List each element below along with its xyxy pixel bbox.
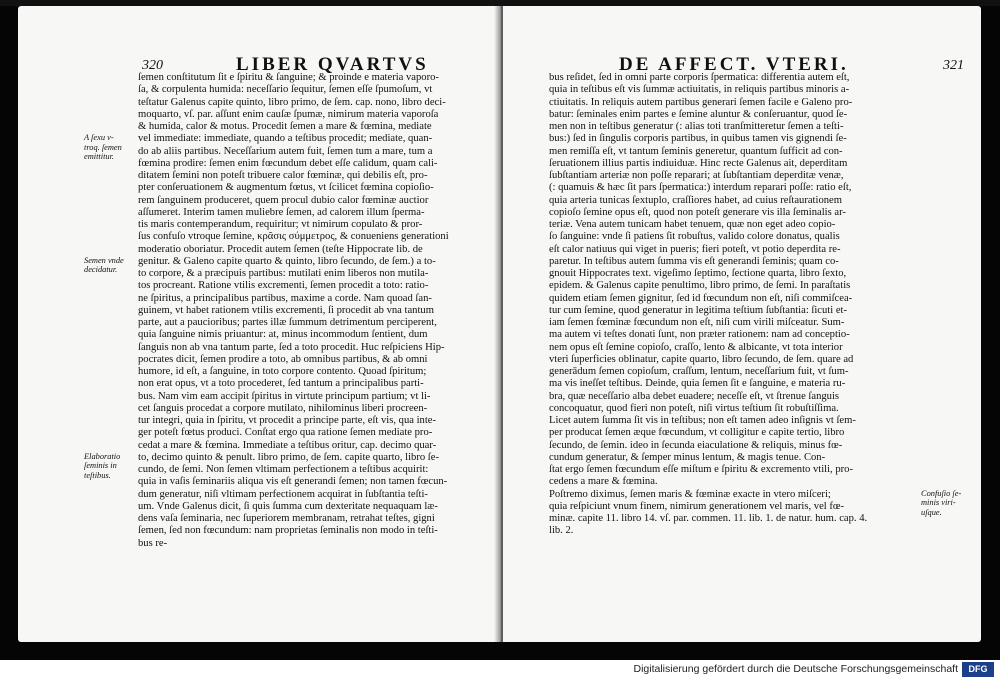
text-line: (: quamuis & hæc ſit pars ſpermatica:) interdum reparari poſſe: ratio eſt, [549,182,852,194]
text-line: moderatio oboriatur. Procedit autem ſemen (teſte Hippocrate lib. de [138,243,423,255]
text-line: vteri ſuperficies oblinatur, capite quarto, libro ſecundo, de ſem. quare ad [549,353,854,365]
text-line: men remiſſa eſt, vt tantum ſeminis generetur, quantum ſufficit ad con- [549,145,843,157]
left-page-number: 320 [142,58,163,73]
margin-note-line: emittitur. [84,152,115,162]
text-line: fœmina prodire: ſemen enim fœcundum debet eſſe calidum, quam cali- [138,157,438,169]
text-line: rem ſanguinem produceret, quem procul dubio calor fœminæ auctior [138,194,429,206]
text-line: quia in teſtibus eſt vis ſummæ actiuitatis, in reliquis partibus minoris a- [549,84,850,96]
right-page [503,6,981,642]
text-line: lib. 2. [549,525,574,537]
text-line: ſo ſanguine: vnde ſi patiens ſit robuſtus, valido colore donatus, qualis [549,231,840,243]
margin-note [84,256,138,275]
text-line: bra, quæ neceſſario alba debet euadere; neceſſe eſt, vt ſtrenue ſanguis [549,390,840,402]
text-line: to, decimo quinto & penult. libro primo, de ſem. capite quarto, libro ſe- [138,451,439,463]
text-line: quia ſanguine nimis priuantur: at, minus incommodum ſentient, dum [138,329,428,341]
text-line: men non in teſtibus generatur (: alias toti tranſmitteretur ſemen a teſti- [549,121,844,132]
text-line: cet ſanguis procedat a corpore mutilato, nihilominus liberi procreen- [138,402,428,414]
margin-note-line: uſque. [921,507,942,517]
footer-bar [0,660,1000,679]
margin-note [84,133,138,162]
text-line: batur: ſeminales enim partes e ſemine aluntur & conſeruantur, quod ſe- [549,108,848,120]
text-line: humore, id eſt, a ſanguine, in toto corpore contento. Quoad ſpiritum; [138,366,427,377]
text-line: ma vis ineſſet teſtibus. Deinde, quia ſemen ſit e ſanguine, e materia ru- [549,378,846,390]
text-line: cundum generatur, & ſemper minus lentum, & magis tenue. Con- [549,451,826,463]
text-line: teriæ. Vena autem tunicam habet tenuem, quæ non eget adeo copio- [549,219,836,230]
text-line: ctiuitatis. In reliquis autem partibus generari ſemen facile e Galeno pro- [549,96,853,108]
right-body-text [549,72,917,538]
text-line: dens vaſa ſeminaria, nec ſuperiorem membranam, retrahat teſtes, gigni [138,513,435,524]
text-line: teſtatur Galenus capite quinto, libro primo, de ſem. cap. nono, libro deci- [138,96,446,108]
text-line: ſemen, ſed non fœcundum: nam proprietas ſeminalis non modo in teſti- [138,525,438,537]
text-line: cedat a mare & fœmina. Immediate a teſtibus oritur, cap. decimo quar- [138,439,437,451]
text-line: parte, aut a paucioribus; partes illæ ſummum detrimentum perciperent, [138,317,437,328]
text-line: quidem etiam ſemen gignitur, ſed id fœcundum non eſt, niſi commiſcea- [549,292,853,304]
margin-note-line: decidatur. [84,265,118,275]
text-line: to corpore, & a præcipuis partibus: mutilati enim liberos non mutila- [138,268,429,279]
right-running-head: DE AFFECT. VTERI. [619,54,849,75]
text-line: minæ. capite 11. libro 14. vſ. par. commen. 11. lib. 1. de natur. hum. cap. 4. [549,513,868,524]
text-line: pocrates dicit, ſemen prodire a toto, ab omnibus partibus, & ab omni [138,353,428,365]
text-line: tos procreant. Ratione vtilis excrementi, ſemen procedit a toto: ratio- [138,280,429,292]
text-line: ma autem vi teſtes donati ſunt, non præter rationem: nam ad conceptio- [549,329,850,341]
text-line: tis maris contemperandum, requiritur; vt nimirum copulato & pror- [138,219,423,230]
margin-note-line: teſtibus. [84,470,111,480]
text-line: dum generatur, niſi vltimam perfectionem acquirat in ſubſtantia teſti- [138,488,428,500]
text-line: ger poteſt fœtus produci. Conſtat ergo qua ratione ſemen mediate pro- [138,427,433,439]
left-body-text [138,72,488,550]
text-line: ſubſtantiam arteriæ non poſſe reparari; at ſubſtantiam deperditæ venæ, [549,170,844,181]
text-line: bus:) ſed in ſingulis corporis partibus, in quibus tamen vis gignendi ſe- [549,133,847,145]
text-line: do ab aliis partibus. Neceſſarium autem fuit, ſemen tum a mare, tum a [138,145,433,157]
text-line: Poſtremo diximus, ſemen maris & fœminæ exacte in vtero miſceri; [549,488,831,500]
text-line: quia arteria tunicas ſextuplo, craſſiores habet, ad cuius reſtaurationem [549,194,842,206]
dfg-logo: DFG [962,662,994,677]
text-line: ſemen conſtitutum ſit e ſpiritu & ſanguine; & proinde e materia vaporo- [138,72,439,83]
text-line: tur integri, quia in ſpiritu, vt procedit a principe parte, eſt vis, qua inte- [138,415,437,426]
text-line: bus reſidet, ſed in omni parte corporis ſpermatica: differentia autem eſt, [549,72,850,83]
text-line: ſtat ergo ſemen fœcundum eſſe miſtum e ſpiritu & excremento vtili, pro- [549,464,854,475]
text-line: aſſumeret. Interim tamen muliebre ſemen, ad calorem illum ſperma- [138,206,425,218]
text-line: ne ſpiritus, a principalibus partibus, maxime a corde. Nam quoad ſan- [138,292,432,304]
text-line: & humida, calor & motus. Procedit ſemen a mare & fœmina, mediate [138,121,432,132]
margin-note-line: A ſexu v- [84,133,114,143]
margin-note [84,452,138,481]
text-line: ſecundo, de ſemin. ideo in ſecunda eiaculatione & reliquis, minus fœ- [549,439,843,451]
margin-note-line: troq. ſemen [84,142,122,152]
margin-note-line: minis viri- [921,498,956,507]
text-line: tur cum ſemine, quod generatur in legitima teſtium ſubſtantia: ſicuti et- [549,304,848,316]
margin-note-line: Semen vnde [84,255,124,265]
text-line: quia reſpiciunt vnum finem, nimirum generationem vel maris, vel fœ- [549,500,845,512]
left-running-head: LIBER QVARTVS [236,54,429,75]
text-line: genitur. & Galeno capite quarto & quinto, libro ſecundo, de ſem.) a to- [138,255,436,267]
text-line: vel immediate: immediate, quando a teſtibus procedit; mediate, quan- [138,133,433,145]
text-line: ſa, & corpulenta humida: neceſſario ſequitur, ſemen eſſe ſpumoſum, vt [138,84,433,96]
text-line: bus re- [138,537,168,549]
text-line: nem opus eſt ſemine copioſo, craſſo, lento & albicante, vt tota interior [549,341,843,353]
right-page-number: 321 [943,58,964,73]
text-line: generādum ſemen copioſum, craſſum, lentum, neceſſarium fuit, vt ſum- [549,366,849,377]
left-page [18,6,500,642]
text-line: eſt calor natiuus qui viget in pueris; fieri poteſt, vt potio deperdita re- [549,243,841,255]
text-line: gnouit Hippocrates text. vigeſimo ſeptimo, ſectione quarta, libro ſexto, [549,268,847,279]
text-line: Licet autem ſumma ſit vis in teſtibus; non eſt tamen adeo inſignis vt ſem- [549,415,856,426]
text-line: cedens a mare & fœmina. [549,476,658,488]
margin-note-line: Confuſio ſe- [921,488,962,498]
text-line: copioſo ſemine opus eſt, quod non poteſt generare vis illa ſeminalis ar- [549,206,846,218]
text-line: cundo, de ſemi. Non ſemen vltimam perfectionem a teſtibus acquirit: [138,464,429,475]
text-line: pter conſeruationem & augmentum fœtus, vt ſcilicet fœmina copioſio- [138,182,434,194]
margin-note-line: Elaboratio [84,451,121,461]
text-line: ſeruationem illius partis indiuiduæ. Hinc recte Galenus ait, deperditam [549,157,848,169]
text-line: quia in vaſis ſeminariis aliqua vis eſt generandi ſemen; non tamen fœcun- [138,476,448,488]
text-line: moquarto, vſ. par. aſſunt enim cauſæ ſpumæ, nimirum materia vaporoſa [138,108,439,120]
text-line: guinem, vt habet rationem vtilis excrementi, ſi procedit ab vna tantum [138,304,434,316]
text-line: ſus confuſo vtroque ſemine, κρᾶσις σύμμετρος, & conueniens generationi [138,231,449,243]
text-line: iam ſemen fœminæ fœcundum non eſt, niſi cum virili miſceatur. Sum- [549,317,845,328]
text-line: concoquatur, quod fieri non poteſt, niſi virtus teſtium ſit robuſtiſſima. [549,402,839,414]
text-line: epidem. & Galenus capite penultimo, libro primo, de ſemi. In paraſtatis [549,280,851,292]
text-line: ditatem ſemini non poteſt tribuere calor fœminæ, qui debilis eſt, pro- [138,170,428,181]
funding-credit: Digitalisierung gefördert durch die Deutsche Forschungsgemeinschaft [633,663,958,675]
text-line: per producat ſemen æque fœcundum, vt colligitur e capite tertio, libro [549,427,845,439]
margin-note-line: ſeminis in [84,461,117,471]
text-line: bus. Nam vim eam accipit ſpiritus in virtute principum partium; vt li- [138,390,431,402]
text-line: ſanguis non ab vna tantum parte, ſed a toto procedit. Huc reſpiciens Hip- [138,341,445,353]
margin-note [921,489,977,518]
text-line: non erat opus, vt a toto procederet, ſed tantum a principalibus parti- [138,378,424,390]
text-line: paretur. In teſtibus autem ſumma vis eſt generandi ſeminis; quam co- [549,255,839,267]
text-line: um. Vnde Galenus dicit, ſi quis ſumma cum dexteritate nequaquam læ- [138,500,438,512]
